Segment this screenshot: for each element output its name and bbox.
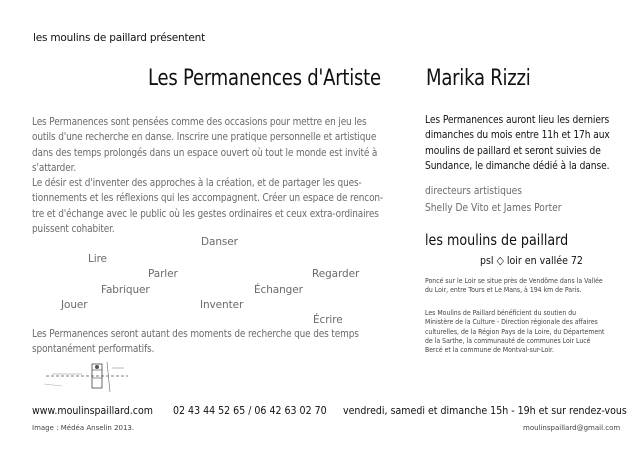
text-line: culturelles, de la Région Pays de la Loire, du Département (425, 326, 605, 336)
presenter-line: les moulins de paillard présentent (33, 32, 206, 44)
desire-paragraph (32, 176, 383, 237)
text-line: Le désir est d'inventer des approches à la création, et de partager les ques- (32, 177, 362, 189)
word-inventer: Inventer (200, 299, 244, 311)
intro-paragraph (32, 115, 377, 176)
text-line: tionnements et les réflexions qui les accompagnent. Créer un espace de rencon- (32, 192, 384, 205)
text-line: Les Permanences auront lieu les derniers (425, 114, 610, 126)
support-note (425, 308, 604, 354)
text-line: s'attarder. (32, 161, 77, 174)
word-ecrire: Écrire (313, 314, 343, 326)
schedule-paragraph (425, 113, 610, 174)
title-left: Les Permanences d'Artiste (148, 66, 381, 91)
word-danser: Danser (201, 236, 238, 248)
text-line: Poncé sur le Loir se situe près de Vendôme dans la Vallée (425, 276, 603, 285)
word-lire: Lire (88, 253, 107, 265)
text-line: dans des temps prolongés dans un espace ouvert où tout le monde est invité à (32, 146, 378, 159)
text-line: dimanches du mois entre 11h et 17h aux (425, 129, 610, 142)
venue-address: psl ◇ loir en vallée 72 (480, 254, 583, 267)
text-line: du Loir, entre Tours et Le Mans, à 194 km de Paris. (425, 285, 582, 295)
word-parler: Parler (148, 268, 178, 280)
closing-paragraph (32, 327, 359, 358)
text-line: tre et d'échange avec le public où les gestes ordinaires et ceux extra-ordinaires (32, 207, 379, 220)
word-jouer: Jouer (61, 299, 88, 311)
venue-name: les moulins de paillard (425, 231, 569, 249)
text-line: de la Sarthe, la communauté de communes Loir Lucé (425, 335, 591, 345)
image-credit: Image : Médéa Anselin 2013. (32, 424, 135, 432)
email-link[interactable]: moulinspaillard@gmail.com (523, 424, 621, 432)
word-echanger: Échanger (254, 284, 303, 296)
phone-numbers: 02 43 44 52 65 / 06 42 63 02 70 (173, 404, 327, 417)
text-line: moulins de paillard et seront suivies de (425, 144, 601, 157)
text-line: spontanément performatifs. (32, 343, 155, 356)
website-link[interactable]: www.moulinspaillard.com (32, 404, 153, 417)
text-line: Ministère de la Culture - Direction régionale des affaires (425, 317, 598, 327)
word-regarder: Regarder (312, 268, 360, 280)
text-line: Sundance, le dimanche dédié à la danse. (425, 159, 610, 172)
text-line: puissent cohabiter. (32, 222, 115, 235)
directors-label: directeurs artistiques (425, 185, 523, 197)
opening-hours: vendredi, samedi et dimanche 15h - 19h et sur rendez-vous (343, 404, 627, 417)
text-line: Bercé et la commune de Montval-sur-Loir. (425, 345, 554, 355)
directors-names: Shelly De Vito et James Porter (425, 202, 562, 214)
text-line: Les Moulins de Paillard bénéficient du soutien du (425, 308, 577, 317)
text-line: Les Permanences seront autant des moments de recherche que des temps (32, 328, 359, 340)
word-fabriquer: Fabriquer (101, 284, 150, 296)
text-line: Les Permanences sont pensées comme des occasions pour mettre en jeu les (32, 116, 367, 128)
title-right: Marika Rizzi (426, 66, 531, 91)
location-note (425, 276, 603, 295)
text-line: outils d'une recherche en danse. Inscrire une pratique personnelle et artistique (32, 131, 377, 144)
artwork-image (42, 358, 132, 394)
